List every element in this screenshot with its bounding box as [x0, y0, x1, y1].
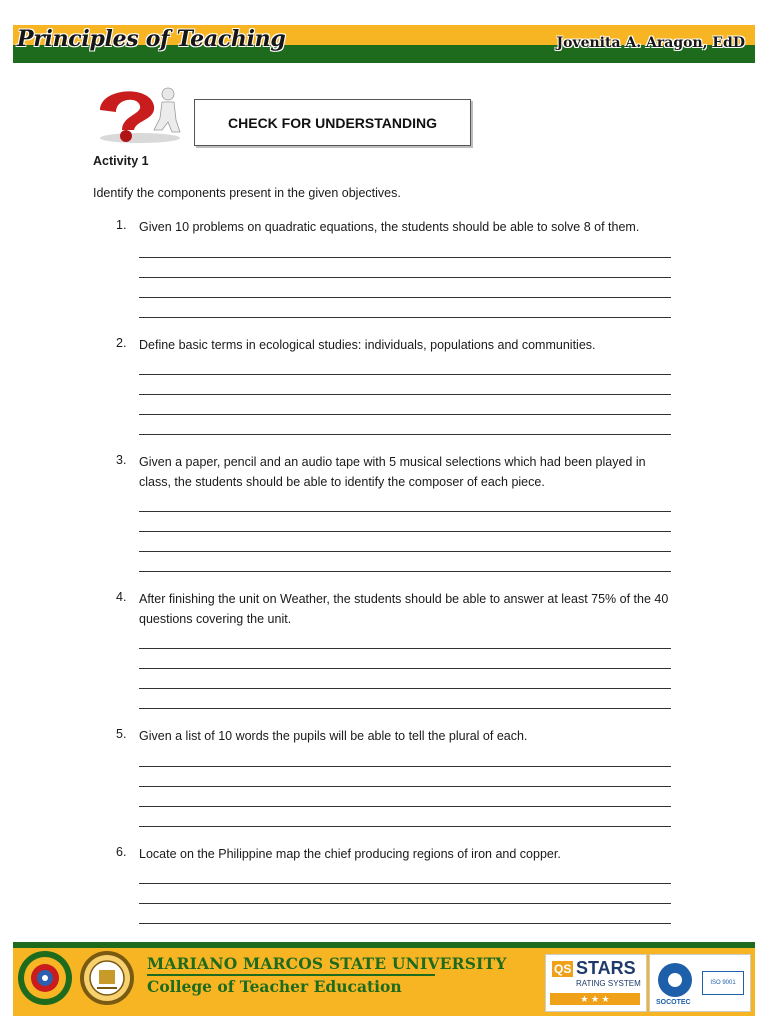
answer-line[interactable] [139, 532, 671, 552]
objective-item [116, 590, 676, 709]
qs-title: STARS [576, 958, 636, 978]
answer-line[interactable] [139, 924, 671, 944]
qs-stars-badge [545, 954, 647, 1012]
objective-item [116, 727, 676, 827]
item-number: 1. [116, 218, 127, 232]
page-header [13, 25, 755, 63]
qs-subtitle: RATING SYSTEM [576, 979, 641, 988]
answer-line[interactable] [139, 395, 671, 415]
item-text: Given a paper, pencil and an audio tape with 5 musical selections which had been played in class, the students should be able to identify the composer of each piece. [139, 455, 646, 489]
qs-tag: QS [554, 962, 572, 976]
answer-line[interactable] [139, 258, 671, 278]
qs-star-rating: ★ ★ ★ [550, 993, 640, 1005]
answer-line[interactable] [139, 864, 671, 884]
item-text: After finishing the unit on Weather, the students should be able to answer at least 75% of the 40 questions covering the unit. [139, 592, 669, 626]
item-number: 2. [116, 335, 127, 350]
answer-line[interactable] [139, 884, 671, 904]
answer-line[interactable] [139, 649, 671, 669]
objectives-list [116, 218, 676, 944]
university-seal-icon [17, 950, 73, 1006]
answer-line[interactable] [139, 512, 671, 532]
answer-line[interactable] [139, 689, 671, 709]
answer-line[interactable] [139, 807, 671, 827]
university-underline [147, 974, 435, 976]
answer-line[interactable] [139, 492, 671, 512]
university-name: MARIANO MARCOS STATE UNIVERSITY [147, 954, 507, 973]
page-footer [13, 942, 755, 1016]
college-seal-icon [79, 950, 135, 1006]
item-text: Define basic terms in ecological studies: individuals, populations and communities. [139, 337, 596, 352]
answer-line[interactable] [139, 669, 671, 689]
item-number: 5. [116, 727, 127, 741]
socotec-logo-icon [658, 963, 692, 997]
objective-item [116, 218, 676, 318]
answer-line[interactable] [139, 552, 671, 572]
item-number: 3. [116, 453, 127, 467]
author-name: Jovenita A. Aragon, EdD [556, 35, 745, 51]
item-text: Locate on the Philippine map the chief producing regions of iron and copper. [139, 846, 561, 861]
answer-line[interactable] [139, 375, 671, 395]
objective-item [116, 336, 676, 436]
course-title: Principles of Teaching [17, 26, 286, 52]
answer-line[interactable] [139, 298, 671, 318]
question-mark-figure-icon [92, 80, 188, 144]
socotec-badge [649, 954, 751, 1012]
answer-line[interactable] [139, 238, 671, 258]
item-number: 6. [116, 844, 127, 859]
objective-item [116, 453, 676, 572]
answer-line[interactable] [139, 629, 671, 649]
iso-certification: ISO 9001 [702, 971, 744, 995]
activity-instructions: Identify the components present in the given objectives. [93, 186, 401, 200]
answer-line[interactable] [139, 278, 671, 298]
answer-line[interactable] [139, 415, 671, 435]
answer-line[interactable] [139, 747, 671, 767]
answer-line[interactable] [139, 767, 671, 787]
item-number: 4. [116, 590, 127, 604]
item-text: Given a list of 10 words the pupils will be able to tell the plural of each. [139, 729, 528, 743]
answer-line[interactable] [139, 787, 671, 807]
activity-title: Activity 1 [93, 154, 149, 168]
item-text: Given 10 problems on quadratic equations, the students should be able to solve 8 of them. [139, 220, 640, 234]
check-for-understanding-banner: CHECK FOR UNDERSTANDING [194, 99, 471, 146]
objective-item [116, 845, 676, 945]
college-name: College of Teacher Education [147, 977, 402, 996]
answer-line[interactable] [139, 904, 671, 924]
socotec-name: SOCOTEC [656, 999, 691, 1006]
answer-line[interactable] [139, 355, 671, 375]
